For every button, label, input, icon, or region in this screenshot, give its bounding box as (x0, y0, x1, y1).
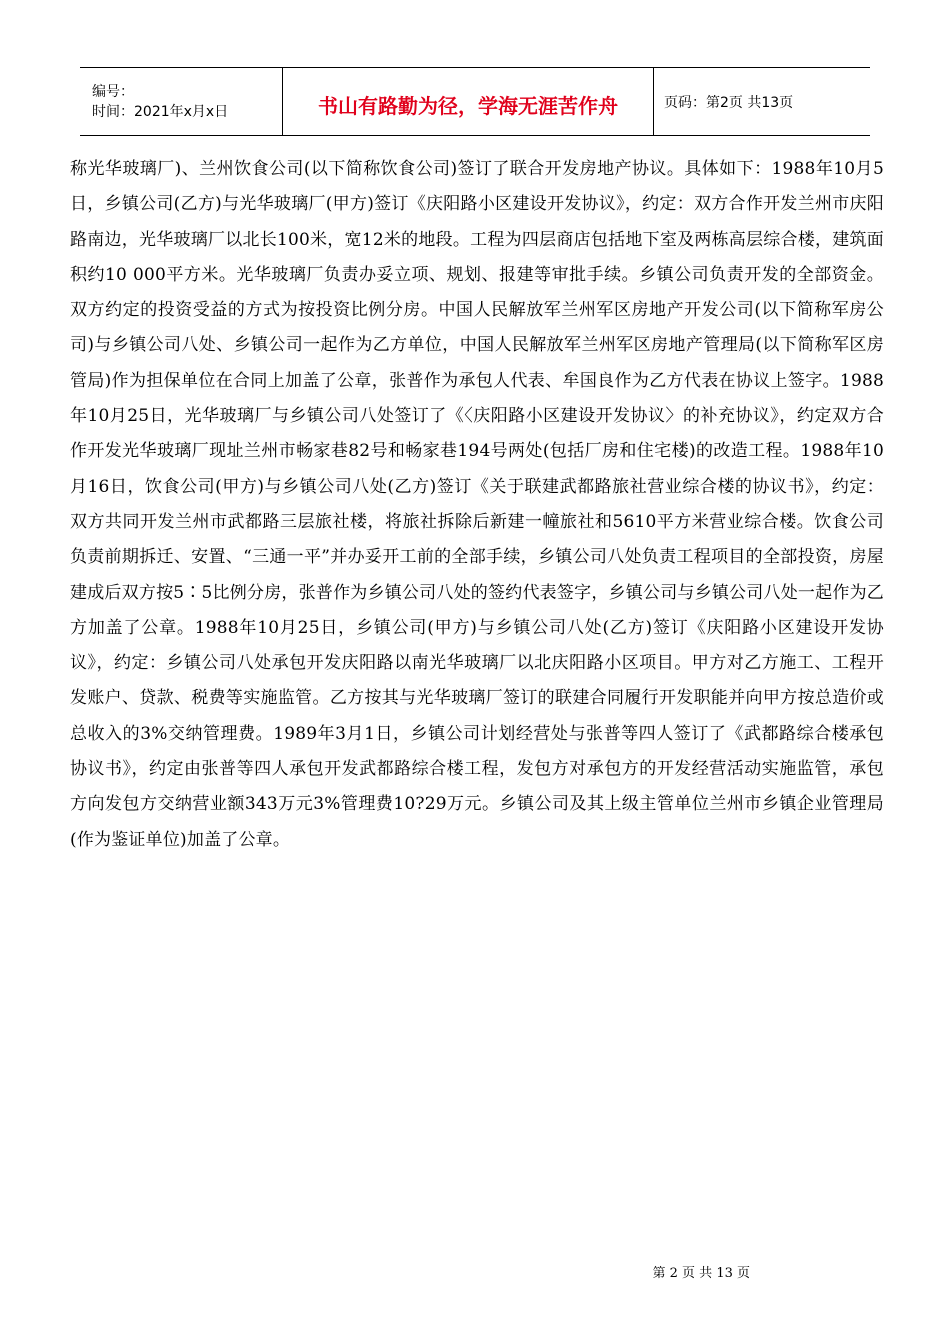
document-header (80, 67, 870, 136)
page-count-label: 页码：第2页 共13页 (664, 94, 794, 111)
footer-page-number: 第 2 页 共 13 页 (652, 1266, 750, 1281)
header-meta (80, 68, 283, 135)
header-motto (283, 68, 654, 135)
motto-text: 书山有路勤为径，学海无涯苦作舟 (318, 94, 618, 118)
document-date-label: 时间：2021年x月x日 (92, 103, 229, 120)
document-number-label: 编号： (92, 83, 134, 100)
body-paragraph: 称光华玻璃厂)、兰州饮食公司(以下简称饮食公司)签订了联合开发房地产协议。具体如下：1988年10月5日，乡镇公司(乙方)与光华玻璃厂(甲方)签订《庆阳路小区建设开发协议》，约定：双方合作开发兰州市庆阳路南边，光华玻璃厂以北长100米，宽12米的地段。工程为四层商店包括地下室及两栋高层综合楼，建筑面积约10 000平方米。光华玻璃厂负责办妥立项、规划、报建等审批手续。乡镇公司负责开发的全部资金。双方约定的投资受益的方式为按投资比例分房。中国人民解放军兰州军区房地产开发公司(以下简称军房公司)与乡镇公司八处、乡镇公司一起作为乙方单位，中国人民解放军兰州军区房地产管理局(以下简称军区房管局)作为担保单位在合同上加盖了公章，张普作为承包人代表、牟国良作为乙方代表在协议上签字。1988年10月25日，光华玻璃厂与乡镇公司八处签订了《〈庆阳路小区建设开发协议〉的补充协议》，约定双方合作开发光华玻璃厂现址兰州市畅家巷82号和畅家巷194号两处(包括厂房和住宅楼)的改造工程。1988年10月16日，饮食公司(甲方)与乡镇公司八处(乙方)签订《关于联建武都路旅社营业综合楼的协议书》，约定：双方共同开发兰州市武都路三层旅社楼，将旅社拆除后新建一幢旅社和5610平方米营业综合楼。饮食公司负责前期拆迁、安置、“三通一平”并办妥开工前的全部手续，乡镇公司八处负责工程项目的全部投资，房屋建成后双方按5∶5比例分房，张普作为乡镇公司八处的签约代表签字，乡镇公司与乡镇公司八处一起作为乙方加盖了公章。1988年10月25日，乡镇公司(甲方)与乡镇公司八处(乙方)签订《庆阳路小区建设开发协议》，约定：乡镇公司八处承包开发庆阳路以南光华玻璃厂以北庆阳路小区项目。甲方对乙方施工、工程开发账户、贷款、税费等实施监管。乙方按其与光华玻璃厂签订的联建合同履行开发职能并向甲方按总造价或总收入的3%交纳管理费。1989年3月1日，乡镇公司计划经营处与张普等四人签订了《武都路综合楼承包协议书》，约定由张普等四人承包开发武都路综合楼工程，发包方对承包方的开发经营活动实施监管，承包方向发包方交纳营业额343万元3%管理费10?29万元。乡镇公司及其上级主管单位兰州市乡镇企业管理局(作为鉴证单位)加盖了公章。 (70, 159, 884, 850)
page-footer (0, 1262, 950, 1281)
header-page-info (654, 68, 870, 135)
